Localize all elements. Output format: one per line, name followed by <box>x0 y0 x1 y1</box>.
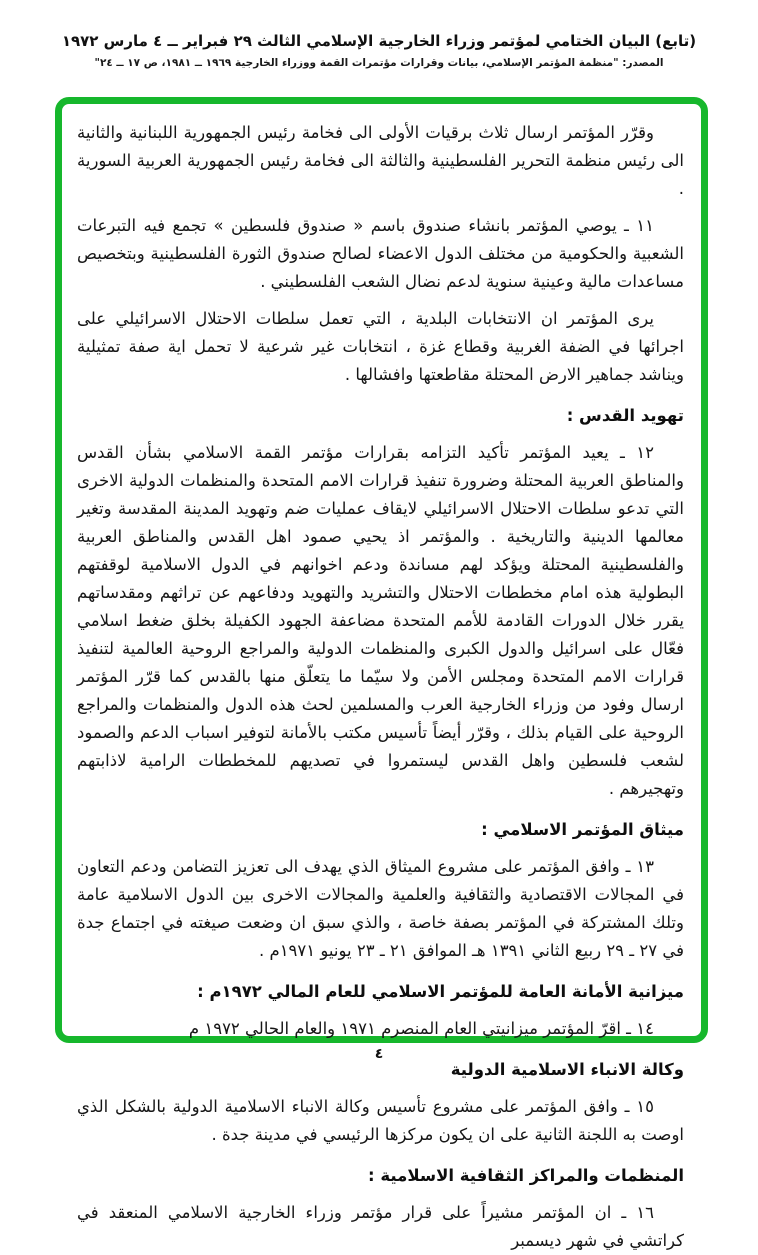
paragraph: ١٤ ـ اقرّ المؤتمر ميزانيتي العام المنصرم ١٩٧١ والعام الحالي ١٩٧٢ م <box>188 1019 654 1038</box>
section-heading: المنظمات والمراكز الثقافية الاسلامية : <box>368 1166 684 1185</box>
paragraph: ١٢ ـ يعيد المؤتمر تأكيد التزامه بقرارات مؤتمر القمة الاسلامي بشأن القدس والمناطق العربية المحتلة وضرورة تنفيذ قرارات الامم المتحدة والمنظمات الدولية الاخرى التي تدعو سلطات الاحتلال الاسرائيلي لايقاف عمليات ضم وتهويد المدينة المقدسة وتغير معالمها الدينية والتاريخية . والمؤتمر اذ يحيي صمود اهل القدس والمناطق العربية والفلسطينية المحتلة ويؤكد لهم مساندة ودعم اخوانهم في الدول الاسلامية لوقفتهم البطولية هذه امام مخططات الاحتلال والتشريد والتهويد ودفاعهم عن تراثهم ومقدساتهم يقرر خلال الدورات القادمة للأمم المتحدة مضاعفة الجهود الكفيلة بخلق ضغط اسلامي فعّال على اسرائيل والدول الكبرى والمنظمات الدولية والمراجع الروحية العالمية لتنفيذ قرارات الامم المتحدة ومجلس الأمن ولا سيّما ما يتعلّق منها بالقدس كما قرّر المؤتمر ارسال وفود من وزراء الخارجية العرب والمسلمين لحث هذه الدول والمنظمات والمراجع الروحية على القيام بذلك ، وقرّر أيضاً تأسيس مكتب بالأمانة لتوفير اسباب الدعم والصمود لشعب فلسطين واهل القدس ليستمروا في تصديهم للمخططات الرامية لاذابتهم وتهجيرهم . <box>77 443 684 798</box>
section-heading: تهويد القدس : <box>566 406 684 425</box>
highlighted-content-box <box>55 97 708 1250</box>
section-heading: ميزانية الأمانة العامة للمؤتمر الاسلامي للعام المالي ١٩٧٢م : <box>197 982 684 1001</box>
document-body <box>77 119 684 1255</box>
document-title: (تابع) البيان الختامي لمؤتمر وزراء الخارجية الإسلامي الثالث ٢٩ فبراير ــ ٤ مارس ١٩٧٢ <box>61 32 697 50</box>
section-heading: وكالة الانباء الاسلامية الدولية <box>450 1060 684 1079</box>
paragraph: ١٥ ـ وافق المؤتمر على مشروع تأسيس وكالة الانباء الاسلامية الدولية بالشكل الذي اوصت به اللجنة الثانية على ان يكون مركزها الرئيسي في مدينة جدة . <box>77 1097 684 1144</box>
paragraph: ١٦ ـ ان المؤتمر مشيراً على قرار مؤتمر وزراء الخارجية الاسلامي المنعقد في كراتشي في شهر ديسمبر <box>77 1203 684 1250</box>
paragraph: وقرّر المؤتمر ارسال ثلاث برقيات الأولى الى فخامة رئيس الجمهورية اللبنانية والثانية الى رئيس منظمة التحرير الفلسطينية والثالثة الى فخامة رئيس الجمهورية العربية السورية . <box>77 123 684 198</box>
paragraph: ١٣ ـ وافق المؤتمر على مشروع الميثاق الذي يهدف الى تعزيز التضامن ودعم التعاون في المجالات الاقتصادية والثقافية والعلمية والمجالات الاخرى بين الدول الاسلامية عامة وتلك المشتركة في المؤتمر بصفة خاصة ، والذي سبق ان وضعت صيغته في اجتماع جدة في ٢٧ ـ ٢٩ ربيع الثاني ١٣٩١ هـ الموافق ٢١ ـ ٢٣ يونيو ١٩٧١م . <box>77 857 684 960</box>
paragraph: يرى المؤتمر ان الانتخابات البلدية ، التي تعمل سلطات الاحتلال الاسرائيلي على اجرائها في الضفة الغربية وقطاع غزة ، انتخابات غير شرعية لا تحمل اية صفة تمثيلية ويناشد جماهير الارض المحتلة مقاطعتها وافشالها . <box>77 309 684 384</box>
document-header <box>0 32 758 69</box>
document-source-line: المصدر: "منظمة المؤتمر الإسلامي، بيانات وقرارات مؤتمرات القمة ووزراء الخارجية ١٩٦٩ ــ ١٩٨١، ص ١٧ ــ ٢٤" <box>94 57 664 69</box>
section-heading: ميثاق المؤتمر الاسلامي : <box>481 820 684 839</box>
page-number: ٤ <box>374 1046 384 1062</box>
paragraph: ١١ ـ يوصي المؤتمر بانشاء صندوق باسم « صندوق فلسطين » تجمع فيه التبرعات الشعبية والحكومية من مختلف الدول الاعضاء لصالح صندوق الثورة الفلسطينية وبتخصيص مساعدات مالية وعينية سنوية لدعم نضال الشعب الفلسطيني . <box>77 216 684 291</box>
